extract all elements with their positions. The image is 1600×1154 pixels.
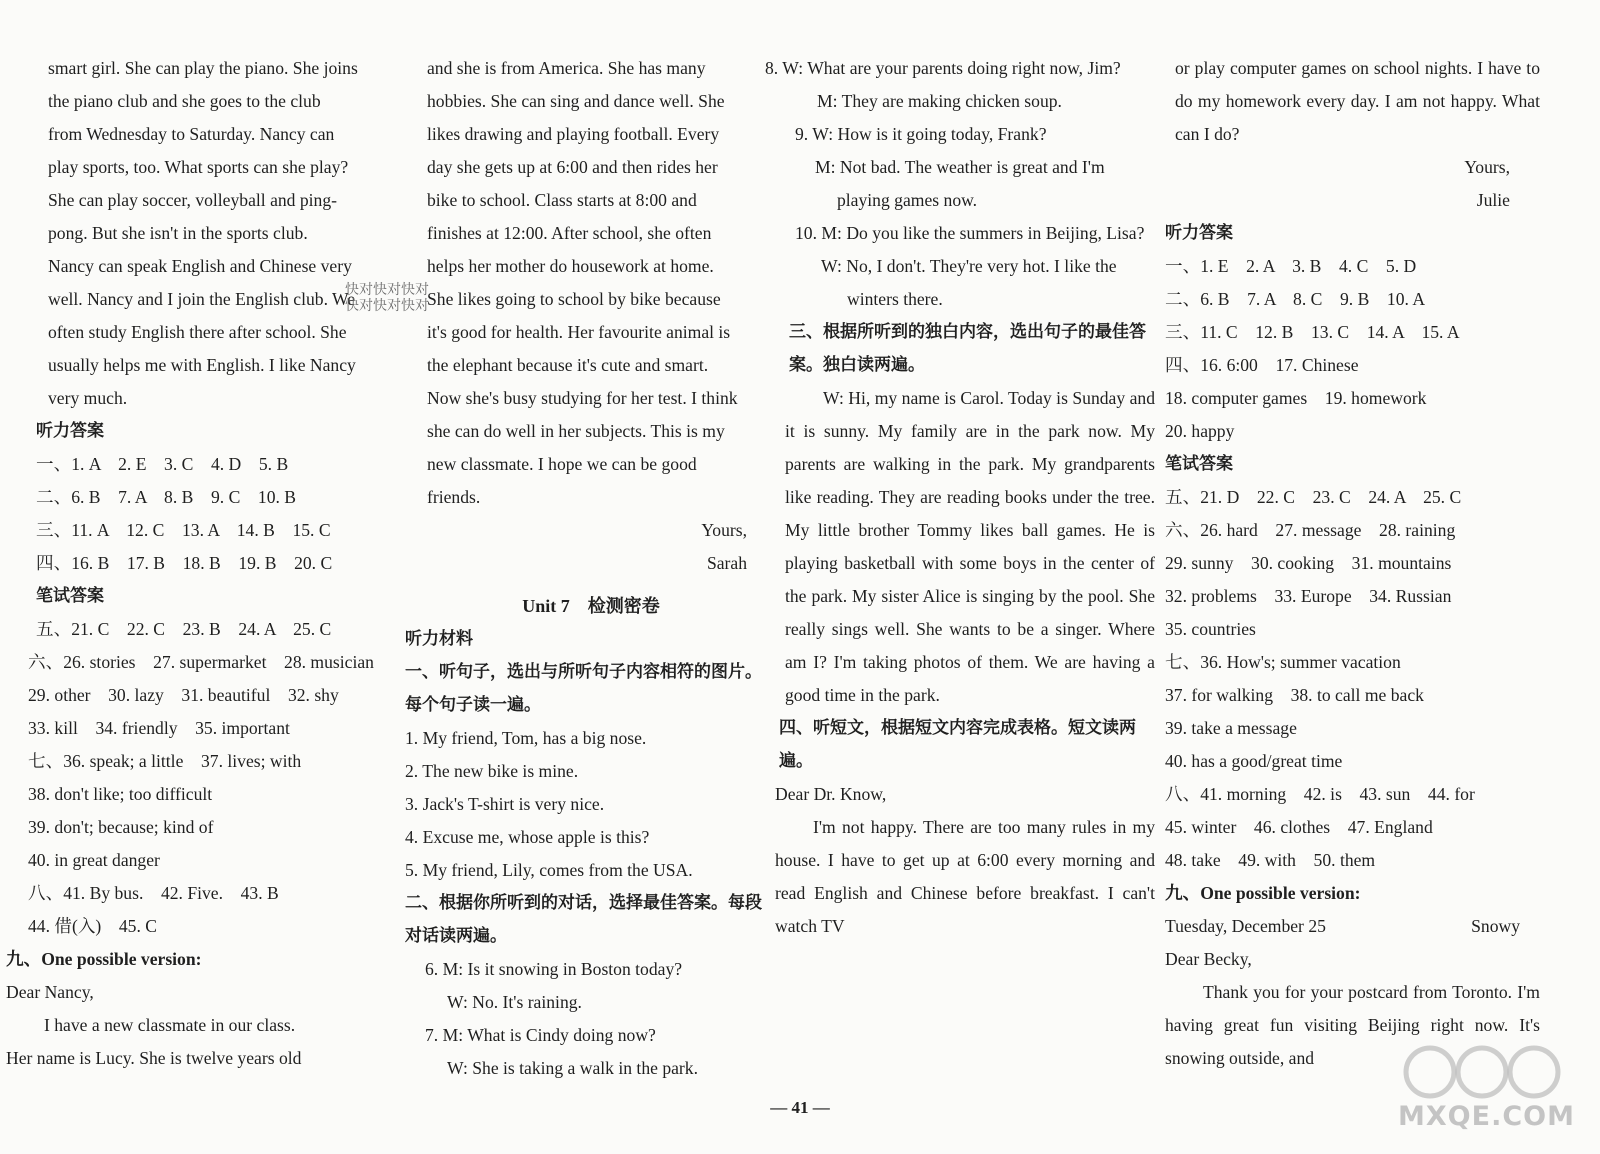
answer-line: 六、26. hard 27. message 28. raining — [1165, 520, 1456, 540]
overlay-stamp: 快对快对快对 快对快对快对 — [345, 282, 429, 314]
answer-line: 二、6. B 7. A 8. C 9. B 10. A — [1165, 289, 1426, 309]
dialog-line: W: She is taking a walk in the park. — [447, 1058, 698, 1078]
dialog-line: W: No, I don't. They're very hot. I like the winters there. — [821, 256, 1117, 309]
answer-line: 四、16. 6:00 17. Chinese — [1165, 355, 1359, 375]
essay-heading: 九、One possible version: — [1165, 883, 1361, 903]
dialog-list — [405, 953, 777, 1085]
letter-body: or play computer games on school nights. I have to do my homework every day. I am not happy. What can I do? — [1175, 58, 1540, 144]
answer-line: 29. sunny 30. cooking 31. mountains — [1165, 553, 1452, 573]
answer-line: 38. don't like; too difficult — [28, 784, 213, 804]
answer-line: 二、6. B 7. A 8. B 9. C 10. B — [36, 487, 297, 507]
dialog-line: 8. W: What are your parents doing right now, Jim? — [765, 58, 1121, 78]
text-line: helps her mother do housework at home. — [427, 256, 714, 276]
watermark-icon — [1390, 1042, 1570, 1102]
sentence-item: 4. Excuse me, whose apple is this? — [405, 827, 650, 847]
letter-text — [405, 52, 777, 514]
section-instruction: 二、根据你所听到的对话，选择最佳答案。每段对话读两遍。 — [405, 893, 762, 946]
text-line: She likes going to school by bike because — [427, 289, 721, 309]
page-number: — 41 — — [770, 1098, 830, 1117]
answer-line: 48. take 49. with 50. them — [1165, 850, 1376, 870]
answer-line: 32. problems 33. Europe 34. Russian — [1165, 586, 1452, 606]
answer-line: 18. computer games 19. homework — [1165, 388, 1427, 408]
text-line: She can play soccer, volleyball and ping- — [48, 190, 338, 210]
essay-date-row — [1165, 910, 1540, 943]
essay-greeting: Dear Becky, — [1165, 949, 1252, 969]
unit-title: Unit 7 检测密卷 — [522, 596, 660, 616]
sentence-item: 5. My friend, Lily, comes from the USA. — [405, 860, 693, 880]
watermark-logo — [1390, 1042, 1575, 1134]
answer-line: 44. 借(入) 45. C — [28, 916, 158, 936]
sentence-item: 3. Jack's T-shirt is very nice. — [405, 794, 605, 814]
text-line: and she is from America. She has many — [427, 58, 706, 78]
section-instruction: 四、听短文，根据短文内容完成表格。短文读两遍。 — [779, 718, 1136, 771]
dialog-list — [765, 52, 1155, 316]
letter-greeting: Dear Dr. Know, — [775, 784, 887, 804]
answer-line: 37. for walking 38. to call me back — [1165, 685, 1424, 705]
column-1 — [6, 52, 386, 1075]
sentence-item: 1. My friend, Tom, has a big nose. — [405, 728, 647, 748]
answer-line: 39. take a message — [1165, 718, 1297, 738]
essay-line: Her name is Lucy. She is twelve years old — [6, 1048, 302, 1068]
dialog-line: 6. M: Is it snowing in Boston today? — [425, 959, 683, 979]
text-line: Now she's busy studying for her test. I think — [427, 388, 738, 408]
text-line: play sports, too. What sports can she play? — [48, 157, 349, 177]
dialog-line: 7. M: What is Cindy doing now? — [425, 1025, 656, 1045]
essay-heading: 九、One possible version: — [6, 949, 202, 969]
answer-line: 六、26. stories 27. supermarket 28. musician — [28, 652, 374, 672]
answer-line: 29. other 30. lazy 31. beautiful 32. shy — [28, 685, 339, 705]
essay-greeting: Dear Nancy, — [6, 982, 94, 1002]
dialog-line: W: No. It's raining. — [447, 992, 582, 1012]
text-line: it's good for health. Her favourite animal is — [427, 322, 731, 342]
text-line: often study English there after school. She — [48, 322, 347, 342]
answer-line: 39. don't; because; kind of — [28, 817, 214, 837]
answer-line: 33. kill 34. friendly 35. important — [28, 718, 290, 738]
section-heading: 听力答案 — [1165, 223, 1233, 243]
answer-line: 40. has a good/great time — [1165, 751, 1343, 771]
answer-line: 20. happy — [1165, 421, 1235, 441]
section-heading: 听力答案 — [36, 421, 104, 441]
answer-line: 45. winter 46. clothes 47. England — [1165, 817, 1433, 837]
answer-line: 40. in great danger — [28, 850, 160, 870]
signature-closing: Yours, — [1464, 157, 1510, 177]
answer-line: 五、21. C 22. C 23. B 24. A 25. C — [36, 619, 332, 639]
text-line: smart girl. She can play the piano. She joins — [48, 58, 358, 78]
dialog-line: M: They are making chicken soup. — [817, 91, 1062, 111]
answer-line: 一、1. A 2. E 3. C 4. D 5. B — [36, 454, 289, 474]
text-line: hobbies. She can sing and dance well. She — [427, 91, 725, 111]
text-line: likes drawing and playing football. Every — [427, 124, 720, 144]
answer-line: 八、41. By bus. 42. Five. 43. B — [28, 883, 279, 903]
essay-line: I have a new classmate in our class. — [44, 1015, 296, 1035]
text-line: from Wednesday to Saturday. Nancy can — [48, 124, 335, 144]
dialog-line: M: Not bad. The weather is great and I'm playing games now. — [815, 157, 1105, 210]
signature-closing: Yours, — [701, 520, 747, 540]
signature-name: Julie — [1476, 190, 1510, 210]
answer-line: 五、21. D 22. C 23. C 24. A 25. C — [1165, 487, 1462, 507]
text-line: Nancy can speak English and Chinese very — [48, 256, 352, 276]
column-2 — [405, 52, 777, 1085]
answer-line: 七、36. How's; summer vacation — [1165, 652, 1401, 672]
section-instruction: 三、根据所听到的独白内容，选出句子的最佳答案。独白读两遍。 — [789, 322, 1146, 375]
sentence-item: 2. The new bike is mine. — [405, 761, 579, 781]
answer-line: 七、36. speak; a little 37. lives; with — [28, 751, 302, 771]
column-4 — [1165, 52, 1540, 1075]
watermark-text: MXQE.COM — [1398, 1101, 1575, 1132]
section-heading: 笔试答案 — [1165, 454, 1233, 474]
signature-name: Sarah — [706, 553, 747, 573]
answer-line: 35. countries — [1165, 619, 1256, 639]
answer-line: 一、1. E 2. A 3. B 4. C 5. D — [1165, 256, 1417, 276]
essay-weather: Snowy — [1471, 916, 1520, 936]
text-line: new classmate. I hope we can be good — [427, 454, 697, 474]
text-line: pong. But she isn't in the sports club. — [48, 223, 308, 243]
text-line: she can do well in her subjects. This is my — [427, 421, 725, 441]
text-line: the piano club and she goes to the club — [48, 91, 321, 111]
section-instruction: 一、听句子，选出与所听句子内容相符的图片。每个句子读一遍。 — [405, 662, 762, 715]
answer-line: 三、11. A 12. C 13. A 14. B 15. C — [36, 520, 331, 540]
text-line: finishes at 12:00. After school, she often — [427, 223, 712, 243]
dialog-line: 10. M: Do you like the summers in Beijing, Lisa? — [795, 223, 1145, 243]
letter-body: I'm not happy. There are too many rules in my house. I have to get up at 6:00 every morning and read English and Chinese before breakfast. I can't watch TV — [775, 817, 1155, 936]
text-line: bike to school. Class starts at 8:00 and — [427, 190, 697, 210]
dialog-line: 9. W: How is it going today, Frank? — [795, 124, 1047, 144]
text-line: friends. — [427, 487, 481, 507]
answer-line: 三、11. C 12. B 13. C 14. A 15. A — [1165, 322, 1460, 342]
section-heading: 听力材料 — [405, 629, 473, 649]
essay-date: Tuesday, December 25 — [1165, 916, 1326, 936]
column-3 — [765, 52, 1155, 943]
answer-line: 八、41. morning 42. is 43. sun 44. for — [1165, 784, 1475, 804]
letter-text — [6, 52, 386, 415]
text-line: well. Nancy and I join the English club. We — [48, 289, 356, 309]
monologue-text: W: Hi, my name is Carol. Today is Sunday and it is sunny. My family are in the park now. My parents are walking in the park. My grandparents like reading. They are reading books under the tree. My little brother Tommy likes ball games. He is playing basketball with some boys in the center of the park. My sister Alice is singing by the pool. She really sings well. She wants to be a singer. Where am I? I'm taking photos of them. We are having a good time in the park. — [785, 388, 1155, 705]
text-line: usually helps me with English. I like Nancy — [48, 355, 356, 375]
essay-body: Thank you for your postcard from Toronto. I'm having great fun visiting Beijing right now. It's snowing outside, and — [1165, 982, 1540, 1068]
text-line: very much. — [48, 388, 128, 408]
section-heading: 笔试答案 — [36, 586, 104, 606]
answer-line: 四、16. B 17. B 18. B 19. B 20. C — [36, 553, 333, 573]
text-line: the elephant because it's cute and smart. — [427, 355, 709, 375]
text-line: day she gets up at 6:00 and then rides her — [427, 157, 718, 177]
